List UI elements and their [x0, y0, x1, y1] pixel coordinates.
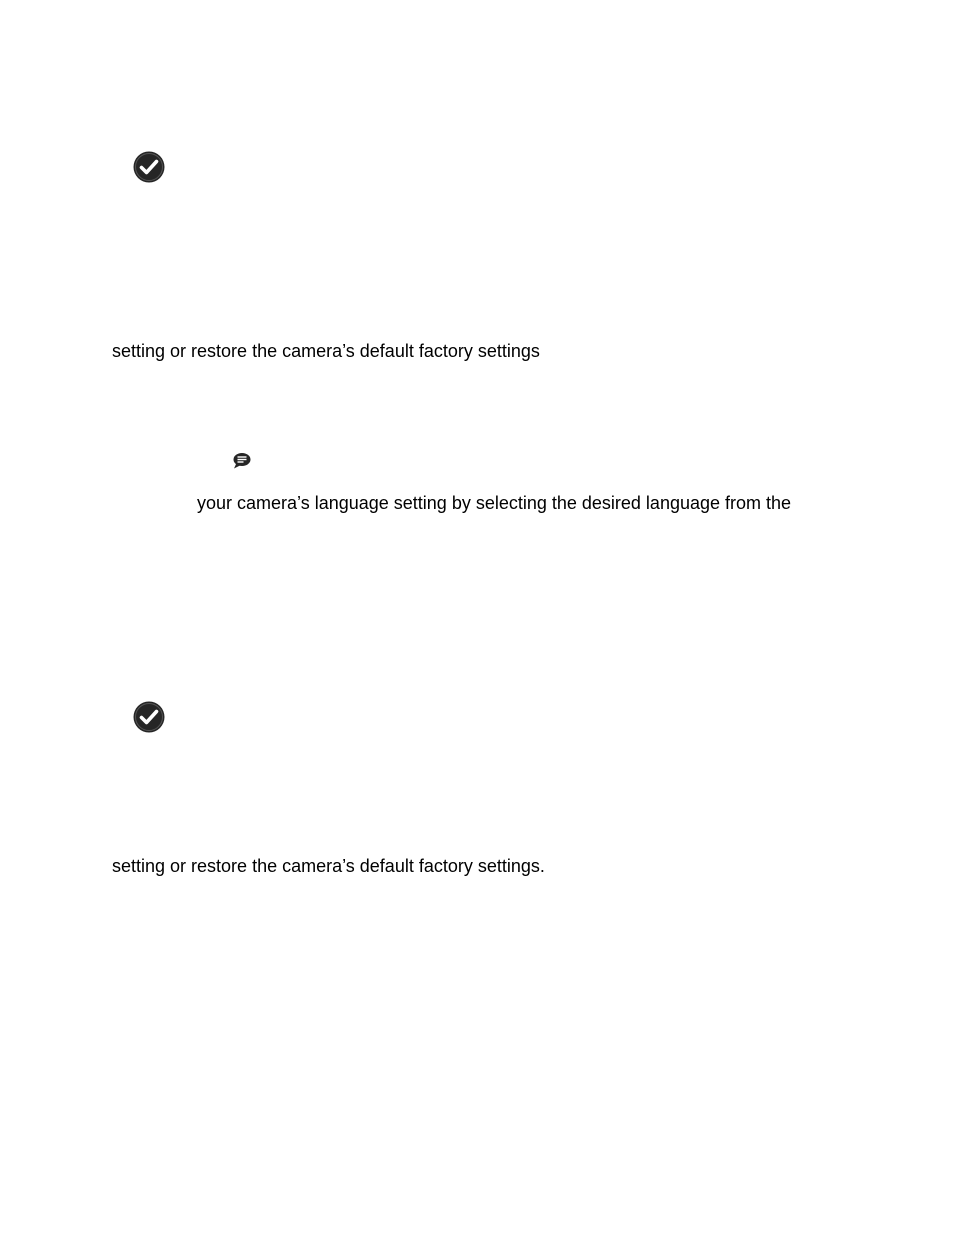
- checkmark-circle-icon: [133, 701, 165, 733]
- speech-bubble-icon: [232, 452, 251, 469]
- checkmark-circle-icon: [133, 151, 165, 183]
- body-text-line: setting or restore the camera’s default factory settings.: [112, 856, 545, 876]
- body-text-line: your camera’s language setting by selecting the desired language from the: [197, 493, 792, 513]
- body-text-line: setting or restore the camera’s default factory settings: [112, 341, 540, 361]
